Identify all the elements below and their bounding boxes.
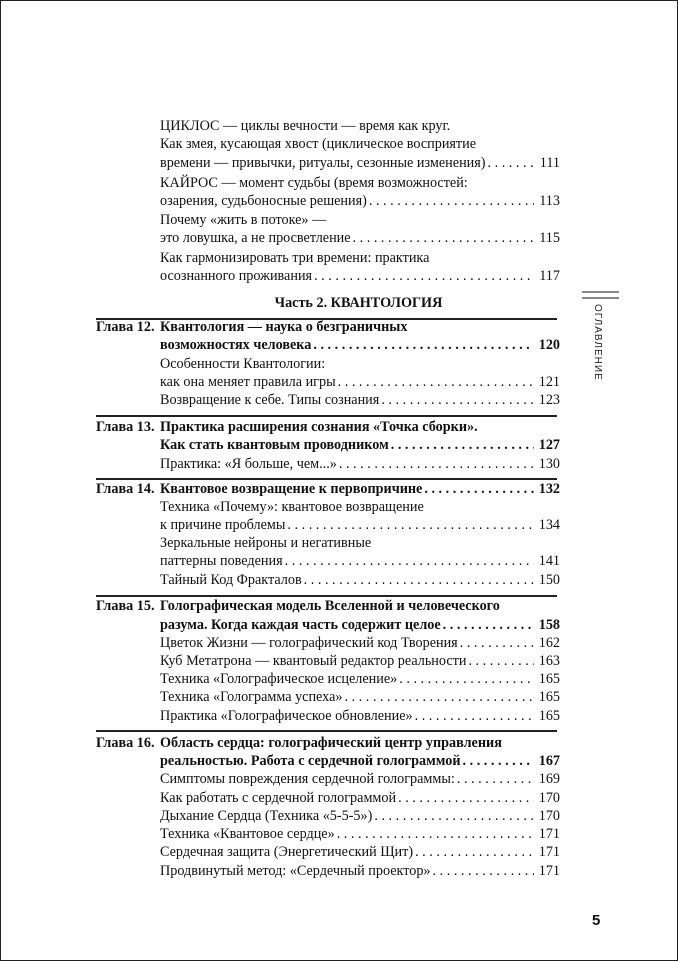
entry-title: Тайный Код Фракталов (160, 572, 302, 588)
toc-entry[interactable] (160, 436, 560, 454)
toc-entry[interactable] (160, 670, 560, 688)
entry-title: Голографическая модель Вселенной и человеческого (160, 598, 500, 614)
entry-title: Практика: «Я больше, чем...» (160, 456, 337, 472)
entry-page-number: 132 (538, 481, 560, 497)
entry-page-number: 165 (538, 708, 560, 724)
dot-leader (381, 391, 534, 409)
chapter-divider (96, 415, 557, 417)
entry-title: Как работать с сердечной голограммой (160, 790, 397, 806)
toc-entry[interactable] (160, 267, 560, 285)
toc-entry[interactable] (160, 373, 560, 391)
dot-leader (353, 229, 534, 247)
entry-title: Зеркальные нейроны и негативные (160, 535, 372, 551)
entry-page-number: 120 (538, 337, 560, 353)
dot-leader (424, 480, 534, 498)
chapter-label: Глава 14. (96, 481, 155, 497)
dot-leader (415, 843, 534, 861)
dot-leader (433, 862, 534, 880)
entry-title: Практика расширения сознания «Точка сборки». (160, 419, 478, 435)
dot-leader (344, 688, 534, 706)
toc-entry[interactable] (160, 391, 560, 409)
chapter-label: Глава 16. (96, 735, 155, 751)
toc-entry[interactable] (160, 862, 560, 880)
entry-title: времени — привычки, ритуалы, сезонные изменения) (160, 155, 486, 171)
entry-page-number: 130 (538, 456, 560, 472)
entry-page-number: 169 (538, 771, 560, 787)
entry-title: Практика «Голографическое обновление» (160, 708, 413, 724)
dot-leader (391, 436, 534, 454)
entry-title: возможностях человека (160, 337, 312, 353)
dot-leader (457, 770, 534, 788)
toc-entry[interactable] (160, 249, 560, 267)
entry-page-number: 171 (538, 844, 560, 860)
toc-entry[interactable] (160, 418, 560, 436)
entry-title: Продвинутый метод: «Сердечный проектор» (160, 863, 431, 879)
entry-title: Квантология — наука о безграничных (160, 319, 408, 335)
toc-entry[interactable] (160, 752, 560, 770)
toc-entry[interactable] (160, 652, 560, 670)
toc-entry[interactable] (160, 229, 560, 247)
entry-title: реальностью. Работа с сердечной голограммой (160, 753, 461, 769)
entry-page-number: 111 (539, 155, 560, 171)
toc-entry[interactable] (160, 534, 560, 552)
dot-leader (374, 807, 534, 825)
side-tab-marker (582, 291, 619, 299)
entry-page-number: 171 (538, 863, 560, 879)
entry-page-number: 150 (538, 572, 560, 588)
toc-entry[interactable] (160, 498, 560, 516)
entry-title: разума. Когда каждая часть содержит целое (160, 617, 441, 633)
entry-title: Квантовое возвращение к первопричине (160, 481, 423, 497)
entry-title: КАЙРОС — момент судьбы (время возможностей: (160, 175, 468, 191)
entry-page-number: 162 (538, 635, 560, 651)
side-tab-label: ОГЛАВЛЕНИЕ (592, 304, 603, 381)
dot-leader (313, 336, 534, 354)
entry-page-number: 158 (538, 617, 560, 633)
entry-title: Сердечная защита (Энергетический Щит) (160, 844, 414, 860)
toc-entry[interactable] (160, 192, 560, 210)
toc-entry[interactable] (160, 135, 560, 153)
chapter-label: Глава 15. (96, 598, 155, 614)
entry-title: Как гармонизировать три времени: практика (160, 250, 430, 266)
entry-title: осознанного проживания (160, 268, 313, 284)
entry-page-number: 115 (539, 230, 560, 246)
toc-entry[interactable] (160, 455, 560, 473)
entry-title: Как змея, кусающая хвост (циклическое восприятие (160, 136, 477, 152)
toc-entry[interactable] (160, 571, 560, 589)
toc-entry[interactable] (160, 734, 560, 752)
entry-title: озарения, судьбоносные решения) (160, 193, 367, 209)
dot-leader (488, 154, 534, 172)
entry-page-number: 171 (538, 826, 560, 842)
dot-leader (369, 192, 534, 210)
entry-page-number: 163 (538, 653, 560, 669)
dot-leader (337, 825, 534, 843)
dot-leader (443, 616, 534, 634)
dot-leader (285, 552, 534, 570)
dot-leader (339, 455, 534, 473)
entry-page-number: 113 (539, 193, 560, 209)
toc-entry[interactable] (160, 355, 560, 373)
dot-leader (468, 652, 534, 670)
entry-title: Симптомы повреждения сердечной голограммы: (160, 771, 455, 787)
toc-entry[interactable] (160, 825, 560, 843)
toc-entry[interactable] (160, 552, 560, 570)
entry-title: Техника «Голограмма успеха» (160, 689, 343, 705)
dot-leader (460, 634, 534, 652)
dot-leader (304, 571, 534, 589)
entry-title: Как стать квантовым проводником (160, 437, 389, 453)
dot-leader (415, 707, 534, 725)
entry-page-number: 117 (539, 268, 560, 284)
entry-title: Техника «Почему»: квантовое возвращение (160, 499, 424, 515)
toc-entry[interactable] (160, 843, 560, 861)
toc-entry[interactable] (160, 770, 560, 788)
entry-title: Цветок Жизни — голографический код Творения (160, 635, 458, 651)
entry-title: Область сердца: голографический центр управления (160, 735, 502, 751)
toc-entry[interactable] (160, 634, 560, 652)
toc-entry[interactable] (160, 174, 560, 192)
toc-entry[interactable] (160, 318, 560, 336)
entry-title: это ловушка, а не просветление (160, 230, 351, 246)
entry-title: Особенности Квантологии: (160, 356, 326, 372)
toc-entry[interactable] (160, 154, 560, 172)
entry-title: к причине проблемы (160, 517, 286, 533)
entry-title: ЦИКЛОС — циклы вечности — время как круг. (160, 118, 451, 134)
chapter-divider (96, 730, 557, 732)
entry-page-number: 123 (538, 392, 560, 408)
entry-page-number: 167 (538, 753, 560, 769)
entry-page-number: 170 (538, 808, 560, 824)
chapter-label: Глава 12. (96, 319, 155, 335)
toc-entry[interactable] (160, 707, 560, 725)
toc-entry[interactable] (160, 616, 560, 634)
toc-entry[interactable] (160, 336, 560, 354)
toc-entry[interactable] (160, 688, 560, 706)
toc-entry[interactable] (160, 789, 560, 807)
entry-page-number: 121 (538, 374, 560, 390)
entry-title: Техника «Квантовое сердце» (160, 826, 335, 842)
dot-leader (463, 752, 534, 770)
entry-title: как она меняет правила игры (160, 374, 336, 390)
entry-title: Куб Метатрона — квантовый редактор реальности (160, 653, 467, 669)
entry-title: Почему «жить в потоке» — (160, 212, 327, 228)
dot-leader (398, 789, 534, 807)
entry-page-number: 165 (538, 671, 560, 687)
toc-entry[interactable] (160, 211, 560, 229)
toc-entry[interactable] (160, 117, 560, 135)
toc-entry[interactable] (160, 807, 560, 825)
page-number: 5 (592, 912, 601, 929)
entry-title: Дыхание Сердца (Техника «5-5-5») (160, 808, 373, 824)
entry-page-number: 141 (538, 553, 560, 569)
toc-entry[interactable] (160, 597, 560, 615)
entry-page-number: 170 (538, 790, 560, 806)
entry-page-number: 134 (538, 517, 560, 533)
chapter-label: Глава 13. (96, 419, 155, 435)
dot-leader (338, 373, 534, 391)
toc-entry[interactable] (160, 516, 560, 534)
entry-title: Техника «Голографическое исцеление» (160, 671, 398, 687)
entry-page-number: 127 (538, 437, 560, 453)
toc-entry[interactable] (160, 480, 560, 498)
dot-leader (287, 516, 534, 534)
entry-title: Возвращение к себе. Типы сознания (160, 392, 380, 408)
part-title: Часть 2. КВАНТОЛОГИЯ (274, 295, 443, 311)
dot-leader (399, 670, 534, 688)
entry-page-number: 165 (538, 689, 560, 705)
dot-leader (314, 267, 534, 285)
entry-title: паттерны поведения (160, 553, 283, 569)
